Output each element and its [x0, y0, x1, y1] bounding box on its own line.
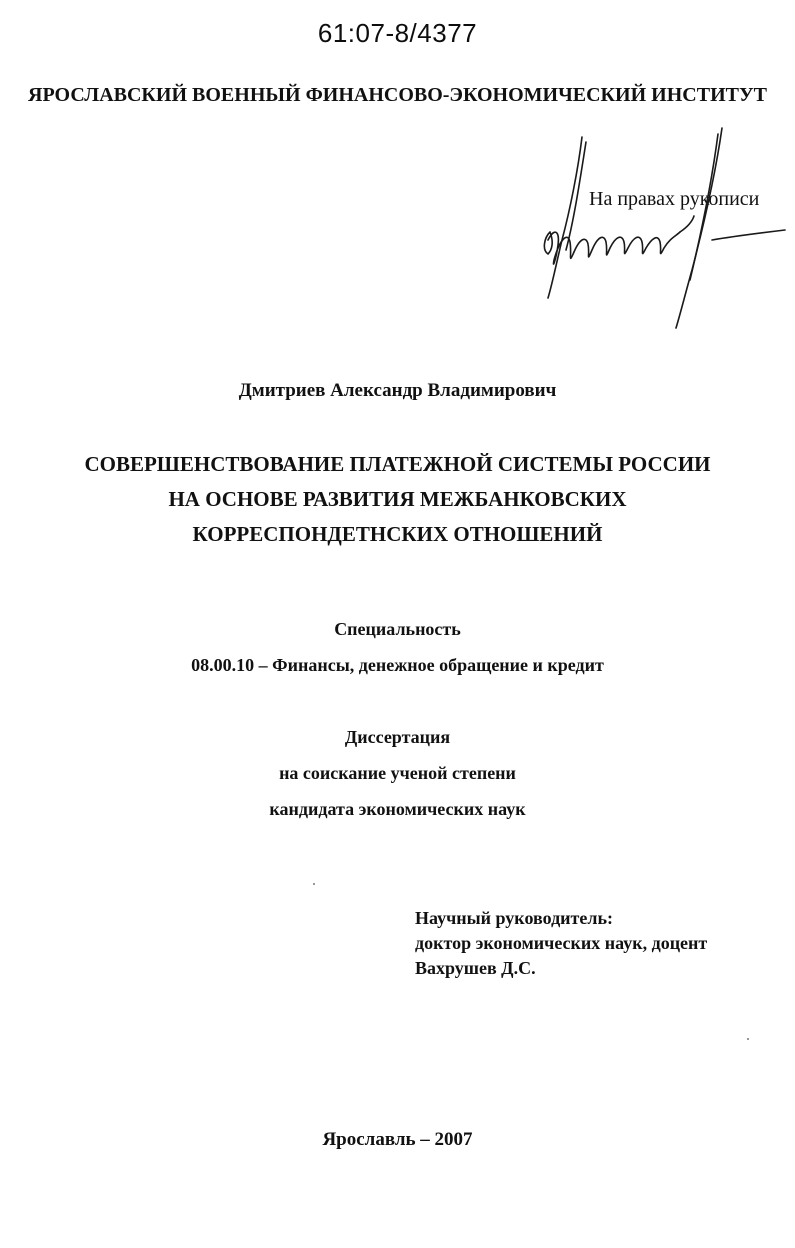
advisor-credentials: доктор экономических наук, доцент [415, 933, 708, 953]
scan-speck [313, 883, 315, 885]
dissertation-type: Диссертация [344, 727, 451, 747]
city-and-year: Ярославль – 2007 [322, 1129, 473, 1150]
dissertation-title-line-1: СОВЕРШЕНСТВОВАНИЕ ПЛАТЕЖНОЙ СИСТЕМЫ РОССИИ [84, 452, 711, 476]
specialty-value: 08.00.10 – Финансы, денежное обращение и кредит [191, 655, 604, 675]
scan-speck [747, 1038, 749, 1040]
dissertation-title-line-3: КОРРЕСПОНДЕТНСКИХ ОТНОШЕНИЙ [192, 522, 603, 546]
advisor-label: Научный руководитель: [415, 908, 613, 928]
scientific-advisor-block [415, 906, 707, 981]
manuscript-rights-note: На правах рукописи [589, 188, 760, 210]
advisor-name: Вахрушев Д.С. [415, 958, 536, 978]
dissertation-title-line-2: НА ОСНОВЕ РАЗВИТИЯ МЕЖБАНКОВСКИХ [168, 487, 627, 511]
handwritten-signature [530, 120, 790, 335]
specialty-label: Специальность [334, 619, 461, 639]
archive-stamp-code: 61:07-8/4377 [317, 18, 478, 48]
dissertation-degree: кандидата экономических наук [269, 799, 526, 819]
institute-name: ЯРОСЛАВСКИЙ ВОЕННЫЙ ФИНАНСОВО-ЭКОНОМИЧЕСКИЙ ИНСТИТУТ [28, 84, 767, 106]
author-name: Дмитриев Александр Владимирович [238, 380, 557, 401]
dissertation-purpose: на соискание ученой степени [279, 763, 516, 783]
